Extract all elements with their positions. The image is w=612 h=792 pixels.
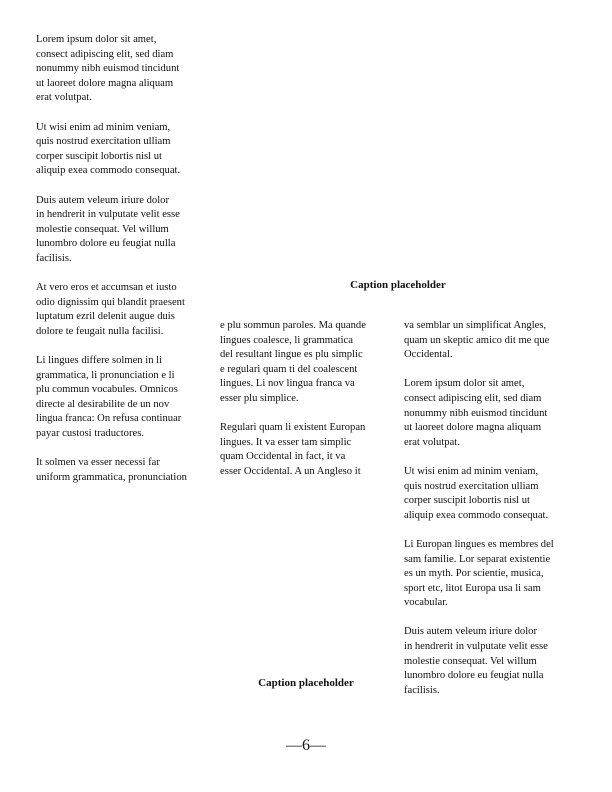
- figure-caption-bottom: Caption placeholder: [258, 677, 354, 689]
- paragraph: Lorem ipsum dolor sit amet, consect adipiscing elit, sed diam nonummy nibh euismod tincidunt ut laoreet dolore magna aliquam erat volutpat.: [404, 378, 548, 448]
- right-column: [404, 319, 579, 713]
- middle-column: [220, 319, 395, 494]
- paragraph: At vero eros et accumsan et iusto odio dignissim qui blandit praesent luptatum ezril delenit augue duis dolore te feugait nulla facilisi.: [36, 282, 185, 337]
- paragraph: It solmen va esser necessi far uniform grammatica, pronunciation: [36, 457, 187, 483]
- paragraph: va semblar un simplificat Angles, quam un skeptic amico dit me que Occidental.: [404, 320, 550, 361]
- paragraph: Ut wisi enim ad minim veniam, quis nostrud exercitation ulliam corper suscipit lobortis nisl ut aliquip exea commodo consequat.: [404, 465, 549, 521]
- paragraph: Lorem ipsum dolor sit amet, consect adipiscing elit, sed diam nonummy nibh euismod tincidunt ut laoreet dolore magna aliquam erat volutpat.: [36, 34, 180, 104]
- paragraph: e plu sommun paroles. Ma quande lingues coalesce, li grammatica del resultant lingue es plu simplic e regulari quam ti del coalescent lingues. Li nov lingua franca va esser plu simplice.: [220, 320, 366, 404]
- paragraph: Duis autem veleum iriure dolor in hendrerit in vulputate velit esse molestie consequat. Vel willum lunombro dolore eu feugiat nulla facilisis.: [404, 626, 548, 696]
- paragraph: Ut wisi enim ad minim veniam, quis nostrud exercitation ulliam corper suscipit lobortis nisl ut aliquip exea commodo consequat.: [36, 121, 181, 177]
- paragraph: Duis autem veleum iriure dolor in hendrerit in vulputate velit esse molestie consequat. Vel willum lunombro dolore eu feugiat nulla facilisis.: [36, 194, 180, 264]
- paragraph: Li Europan lingues es membres del sam familie. Lor separat existentie es un myth. Por scientie, musica, sport etc, litot Europa usa li sam vocabular.: [404, 538, 554, 609]
- paragraph: Regulari quam li existent Europan lingues. It va esser tam simplic quam Occidental in fact, it va esser Occidental. A un Angleso it: [220, 422, 366, 477]
- paragraph: Li lingues differe solmen in li grammatica, li pronunciation e li plu commun vocabules. Omnicos directe al desirabilite de un nov lingua franca: On refusa continuar payar custosi traductores.: [36, 355, 182, 440]
- figure-caption-top: Caption placeholder: [350, 279, 446, 291]
- page-number: —6—: [286, 737, 326, 754]
- left-column: [36, 33, 216, 500]
